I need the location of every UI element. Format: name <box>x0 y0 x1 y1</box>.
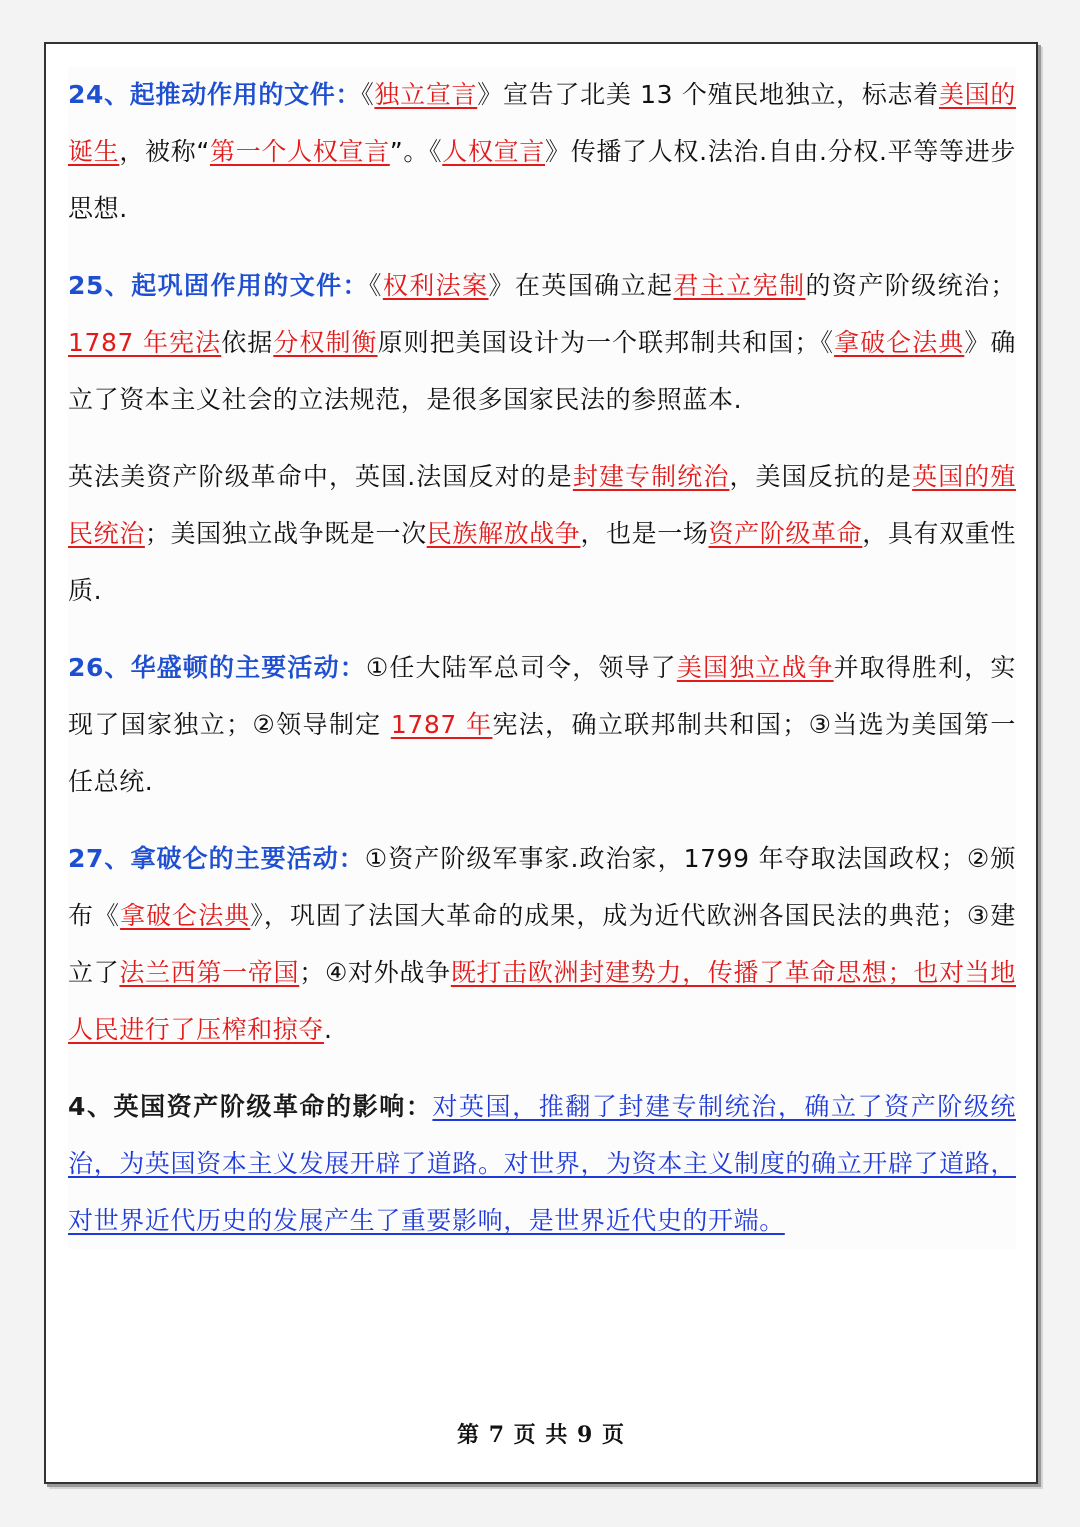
text-segment: 原则把美国设计为一个联邦制共和国；《 <box>377 328 835 357</box>
text-segment: ”。《 <box>389 137 443 166</box>
keyword-highlight: 权利法案 <box>382 271 489 300</box>
answer-highlight: 对英国，推翻了封建专制统治，确立了资产阶级统治，为英国资本主义发展开辟了道路。对世界，为资本主义制度的确立开辟了道路，对世界近代历史的发展产生了重要影响，是世界近代史的开端。 <box>68 1092 1017 1235</box>
paragraph-25 <box>68 257 1016 428</box>
keyword-highlight: 拿破仑法典 <box>834 328 965 357</box>
keyword-highlight: 拿破仑法典 <box>120 901 251 930</box>
keyword-highlight: 英国的殖民统治 <box>68 462 1016 548</box>
text-segment: 》传播了人权.法治.自由.分权.平等等进步思想. <box>68 137 1016 223</box>
keyword-highlight: 法兰西第一帝国 <box>119 958 300 987</box>
paragraph-heading: 27、拿破仑的主要活动： <box>68 844 365 873</box>
text-segment: 宪法，确立联邦制共和国；③当选为美国第一任总统. <box>68 710 1016 796</box>
keyword-highlight: 第一个人权宣言 <box>209 137 390 166</box>
page-number-footer: 第 7 页 共 9 页 <box>457 1422 625 1448</box>
text-segment: 的资产阶级统治； <box>805 271 1016 300</box>
keyword-highlight: 1787 年 <box>390 710 493 739</box>
text-segment: 《 <box>361 80 375 109</box>
text-segment: ，也是一场 <box>580 519 709 548</box>
keyword-highlight: 民族解放战争 <box>426 519 581 548</box>
text-segment: 并取得胜利，实现了国家独立；②领导制定 <box>68 653 1016 739</box>
text-segment: 》在英国确立起 <box>488 271 674 300</box>
text-segment: 《 <box>368 271 383 300</box>
text-segment: 依据 <box>221 328 274 357</box>
paragraph-heading: 4、英国资产阶级革命的影响： <box>68 1092 433 1121</box>
paragraph-heading: 25、起巩固作用的文件： <box>68 271 369 300</box>
document-page <box>44 42 1038 1484</box>
text-segment: ，美国反抗的是 <box>729 462 913 491</box>
text-segment: ，具有双重性质. <box>68 519 1016 605</box>
keyword-highlight: 人权宣言 <box>442 137 546 166</box>
notes-content <box>68 66 1016 1249</box>
text-segment: . <box>324 1015 333 1044</box>
text-segment: 》宣告了北美 13 个殖民地独立，标志着 <box>477 80 939 109</box>
text-segment: ①任大陆军总司令，领导了 <box>365 653 677 682</box>
paragraph-revolutions-comparison <box>68 448 1016 619</box>
paragraph-4 <box>68 1078 1016 1249</box>
text-segment: ①资产阶级军事家.政治家，1799 年夺取法国政权；②颁布《 <box>68 844 1016 930</box>
keyword-highlight: 1787 年宪法 <box>68 328 222 357</box>
keyword-highlight: 君主立宪制 <box>673 271 806 300</box>
paragraph-heading: 24、起推动作用的文件： <box>68 80 362 109</box>
paragraph-24 <box>68 66 1016 237</box>
keyword-highlight: 美国独立战争 <box>676 653 834 682</box>
keyword-highlight: 既打击欧洲封建势力，传播了革命思想；也对当地人民进行了压榨和掠夺 <box>68 958 1016 1044</box>
keyword-highlight: 资产阶级革命 <box>708 519 863 548</box>
text-segment: 英法美资产阶级革命中，英国.法国反对的是 <box>68 462 573 491</box>
keyword-highlight: 美国的诞生 <box>68 80 1016 166</box>
paragraph-27 <box>68 830 1016 1058</box>
paragraph-26 <box>68 639 1016 810</box>
paragraph-heading: 26、华盛顿的主要活动： <box>68 653 366 682</box>
text-segment: 》确立了资本主义社会的立法规范，是很多国家民法的参照蓝本. <box>68 328 1016 414</box>
keyword-highlight: 分权制衡 <box>273 328 378 357</box>
text-segment: ，被称“ <box>119 137 210 166</box>
keyword-highlight: 封建专制统治 <box>572 462 730 491</box>
keyword-highlight: 独立宣言 <box>374 80 478 109</box>
text-segment: ；④对外战争 <box>299 958 451 987</box>
text-segment: ；美国独立战争既是一次 <box>144 519 427 548</box>
text-segment: 》，巩固了法国大革命的成果，成为近代欧洲各国民法的典范；③建立了 <box>68 901 1016 987</box>
